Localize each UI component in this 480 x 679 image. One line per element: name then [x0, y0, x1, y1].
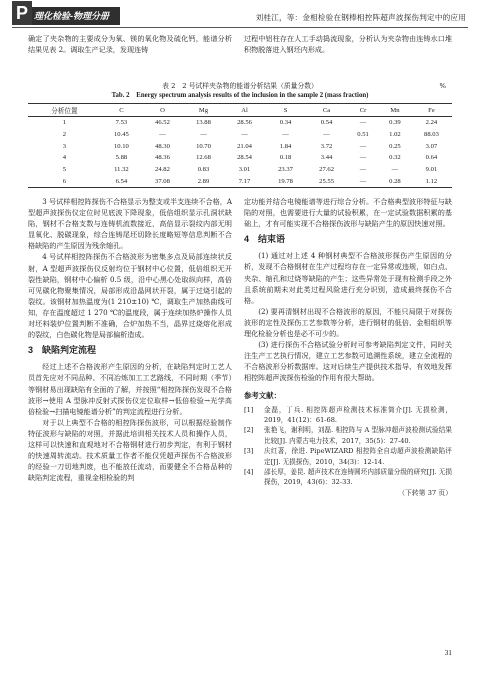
table-header-cell: S [265, 104, 306, 117]
table-cell: — [347, 175, 379, 187]
table-cell: 5.88 [115, 154, 128, 162]
table-header-cell: Mg [183, 104, 224, 117]
left-column [28, 196, 232, 483]
table-cell: 7.17 [224, 175, 265, 187]
reference-item [244, 446, 452, 467]
paragraph-typical: 对于以上典型不合格的相控阵探伤波形，可以根据经验制作特征波形与缺陷的对照，并据此培训相关技术人员和操作人员，这样可以快速和直观地对不合格钢材进行初步判定，有利于钢材的快速周转流动。技术质量工作者不能仅凭超声探伤不合格波形的经验一刀切地判废，也不能放任流动，而要健全不合格品种的缺陷判定流程，重视金相检验的判 [28, 417, 232, 483]
table-cell: 3 [62, 142, 67, 150]
reference-number: [2] [244, 426, 254, 435]
table-cell: 0.18 [279, 154, 292, 162]
table-cell: 2.89 [183, 175, 224, 187]
table-header-cell: Ca [306, 104, 347, 117]
table-cell: 0.28 [379, 175, 411, 187]
running-title: 刘桂江，等：金相检验在钢棒相控阵超声波探伤判定中的应用 [255, 13, 466, 22]
intro-left [28, 33, 232, 55]
table-header-cell: 分析位置 [28, 104, 101, 117]
table-header-cell: Cr [347, 104, 379, 117]
intro-right-text: 过程中铝柱存在人工手动捣流现象，分析认为夹杂物由连铸水口堆积物脱落进入钢坯内形成。 [244, 34, 452, 55]
table-row [28, 129, 452, 141]
reference-text: 金磊，丁兵. 相控阵超声检测技术标准简介[J]. 无损检测，2019，41(12)：61-68. [264, 405, 452, 424]
table-cell: 6 [28, 175, 101, 187]
table-cell: 1.02 [389, 131, 401, 139]
table-cell: — [359, 154, 367, 162]
intro-right [244, 33, 452, 55]
table-row [28, 117, 452, 129]
table-cell: 6.54 [101, 175, 142, 187]
paragraph-sample3: 3 号试样相控阵探伤不合格显示为整支或半支连续不合格，A 型超声波探伤仪定位时见底波下降现象，低倍组织显示孔洞状缺陷，钢材不合格支数与连铸机流数接近，高倍显示裂纹内部无明显氧化、脱碳现象，综合连铸尾坯切除长度略短等信息判断不合格缺陷的产生原因为残余缩孔。 [28, 197, 232, 251]
table-cell: 23.37 [278, 166, 293, 174]
table-header-row [28, 104, 452, 117]
table-header-cell: O [142, 104, 183, 117]
table-unit: % [439, 82, 446, 90]
reference-number: [3] [244, 447, 254, 456]
table-cell: 48.36 [155, 154, 170, 162]
table-cell: — [359, 166, 367, 174]
paragraph-continued: 定功能并结合电镜能谱等进行综合分析。不合格典型波形特征与缺陷的对照，也需要进行大量的试验积累，在一定试验数据积累的基础上，才有可能实现不合格探伤波形与缺陷产生的原因快速对照。 [244, 197, 452, 229]
table-cell: 46.52 [155, 119, 170, 127]
table-cell: — [391, 166, 399, 174]
section-4-heading: 4 结束语 [244, 234, 286, 245]
table-cell: 12.68 [196, 154, 211, 162]
table-cell: 13.88 [196, 119, 211, 127]
table-cell: 10.10 [114, 142, 129, 150]
table-cell: 10.45 [114, 131, 129, 139]
reference-number: [4] [244, 468, 254, 477]
table-cell: 2 [62, 131, 67, 139]
table-header-cell: C [101, 104, 142, 117]
table-2 [28, 82, 452, 188]
table-cell: 27.62 [319, 166, 334, 174]
table-cell: — [200, 131, 207, 139]
table-caption-en: Tab. 2 Energy spectrum analysis results of the inclusion in the sample 2 (mass fraction) [111, 92, 369, 99]
table-cell: 1 [62, 119, 67, 127]
reference-text: 邵长厚，姜昆. 超声技术在连铸圆坯内部质量分级的研究[J]. 无损探伤，2019，43(6)：32-33. [264, 468, 452, 487]
table-cell: — [241, 131, 248, 139]
reference-item [244, 425, 452, 446]
table-cell: 7.53 [115, 119, 128, 127]
table-cell: 1.12 [411, 175, 452, 187]
table-cell: 2.24 [425, 119, 438, 127]
table-cell: 3.44 [320, 154, 333, 162]
table-cell: 3.01 [238, 166, 251, 174]
table-row [28, 164, 452, 176]
table-cell: 0.34 [279, 119, 292, 127]
reference-item [244, 405, 452, 426]
table-cell: — [282, 131, 289, 139]
table-cell: 0.39 [389, 119, 401, 127]
table-cell: 1.84 [279, 142, 292, 150]
continued-note: （下转第 37 页） [398, 488, 452, 497]
table-cell: 28.54 [237, 154, 252, 162]
section-3-heading: 3 缺陷判定流程 [28, 345, 97, 356]
table-cell: 9.01 [425, 166, 438, 174]
table-header-cell: Fe [411, 104, 452, 117]
table-cell: 0.64 [425, 154, 438, 162]
conclusion-2: (2) 要再清钢材出现不合格波形的原因，不能只局限于对探伤波形的定性及探伤工艺参数等分析，进行钢材的低倍、金相组织等理化检验分析也是必不可少的。 [244, 306, 452, 339]
journal-logo [12, 3, 120, 25]
table-cell: 11.32 [114, 166, 129, 174]
table-cell: 25.55 [306, 175, 347, 187]
reference-item [244, 467, 452, 488]
data-table [28, 103, 452, 188]
reference-text: 庆红著，徐进. PipeWIZARD 相控阵全自动超声波检测缺陷评定[J]. 无损探伤，2010，34(3)：12-14. [264, 447, 452, 466]
table-cell: 88.03 [424, 131, 439, 139]
table-cell: 0.83 [197, 166, 210, 174]
table-caption-cn: 表 2 2 号试样夹杂物的能谱分析结果（质量分数） [162, 82, 318, 90]
table-cell: 3.72 [320, 142, 333, 150]
references-list [244, 405, 452, 488]
logo-mark: P [12, 1, 32, 25]
table-cell: — [159, 131, 166, 139]
table-body [28, 117, 452, 188]
table-cell: 28.56 [237, 119, 252, 127]
page-number: 31 [444, 648, 452, 657]
table-cell: 0.25 [389, 142, 401, 150]
page-header [0, 0, 480, 28]
conclusion-3: (3) 进行探伤不合格试验分析时可参考缺陷判定文件，同时关注生产工艺执行情况，建立工艺参数可追溯性系统，建立全流程的不合格波形分析数据库。这对后续生产提供技术指导、有效地发挥相控阵超声波探伤检验的作用有很大帮助。 [244, 340, 452, 383]
table-cell: 0.51 [357, 131, 369, 139]
table-cell: — [323, 131, 330, 139]
table-cell: 3.07 [425, 142, 438, 150]
reference-number: [1] [244, 405, 254, 414]
table-cell: 19.78 [265, 175, 306, 187]
table-cell: 21.04 [237, 142, 252, 150]
table-cell: 0.32 [389, 154, 401, 162]
table-cell: — [359, 142, 367, 150]
paragraph-sample4: 4 号试样相控阵探伤不合格波形为密集多点及局部连续状反射，A 型超声波探伤仪反射均位于钢材中心位置，低倍组织无开裂性缺陷，钢材中心偏析 0.5 级，沿中心黑心处取纵向样，高倍可见碳化物聚集情况，局部形成沿晶网状开裂，属于过烧引起的裂纹。该钢材加热温度为(1 210±10) ℃，调取生产加热曲线可知，存在温度超过 1 270 ℃的温度段，属于连续加热炉操作人员对坯料装炉位置判断不准确，合炉加热不当，晶界过烧熔化形成的裂纹，白色碳化物是局部偏析造成。 [28, 252, 232, 340]
logo-text: 理化检验-物理分册 [34, 11, 109, 21]
table-cell: 5 [62, 166, 67, 174]
table-cell: 10.70 [196, 142, 211, 150]
table-row [28, 140, 452, 152]
table-header-cell: Mn [379, 104, 411, 117]
header-rule [12, 27, 468, 28]
references-heading: 参考文献： [244, 390, 281, 400]
table-row [28, 175, 452, 187]
table-cell: 0.54 [320, 119, 333, 127]
table-cell: 48.30 [155, 142, 170, 150]
table-cell: 24.82 [155, 166, 170, 174]
reference-text: 张艳飞，谢利明，刘磊. 相控阵与 A 型脉冲超声波检测试验结果比较[J]. 内蒙古电力技术，2017，35(5)：27-40. [264, 426, 452, 445]
conclusion-1: (1) 通过对上述 4 种钢材典型不合格波形探伤产生原因的分析，发现不合格钢材在生产过程均存在一定异常或违规，如白点、夹杂、缩孔和过烧等缺陷的产生；这些异常处于现有检测手段之外且系统前期未对此类过程风险进行充分识别，造成最终探伤不合格。 [244, 251, 452, 305]
table-cell: — [359, 119, 367, 127]
table-cell: 37.08 [142, 175, 183, 187]
table-cell: 4 [62, 154, 67, 162]
table-header-cell: Al [224, 104, 265, 117]
intro-left-text: 确定了夹杂物的主要成分为氧、镁的氧化物及硫化钙，能谱分析结果见表 2。调取生产记录，发现连铸 [28, 34, 232, 55]
right-column [244, 196, 452, 499]
paragraph-flow: 经过上述不合格波形产生原因的分析，在缺陷判定时工艺人员首先应对不同品种、不同冶炼加工工艺路线，不同时期（季节）等钢材易出现缺陷有全面的了解，并按照“相控阵探伤发现不合格波形→使用 A 型脉冲反射式探伤仪定位取样→低倍检验→光学高倍检验→扫描电镜能谱分析”的判定流程进行分析。 [28, 362, 232, 416]
table-row [28, 152, 452, 164]
